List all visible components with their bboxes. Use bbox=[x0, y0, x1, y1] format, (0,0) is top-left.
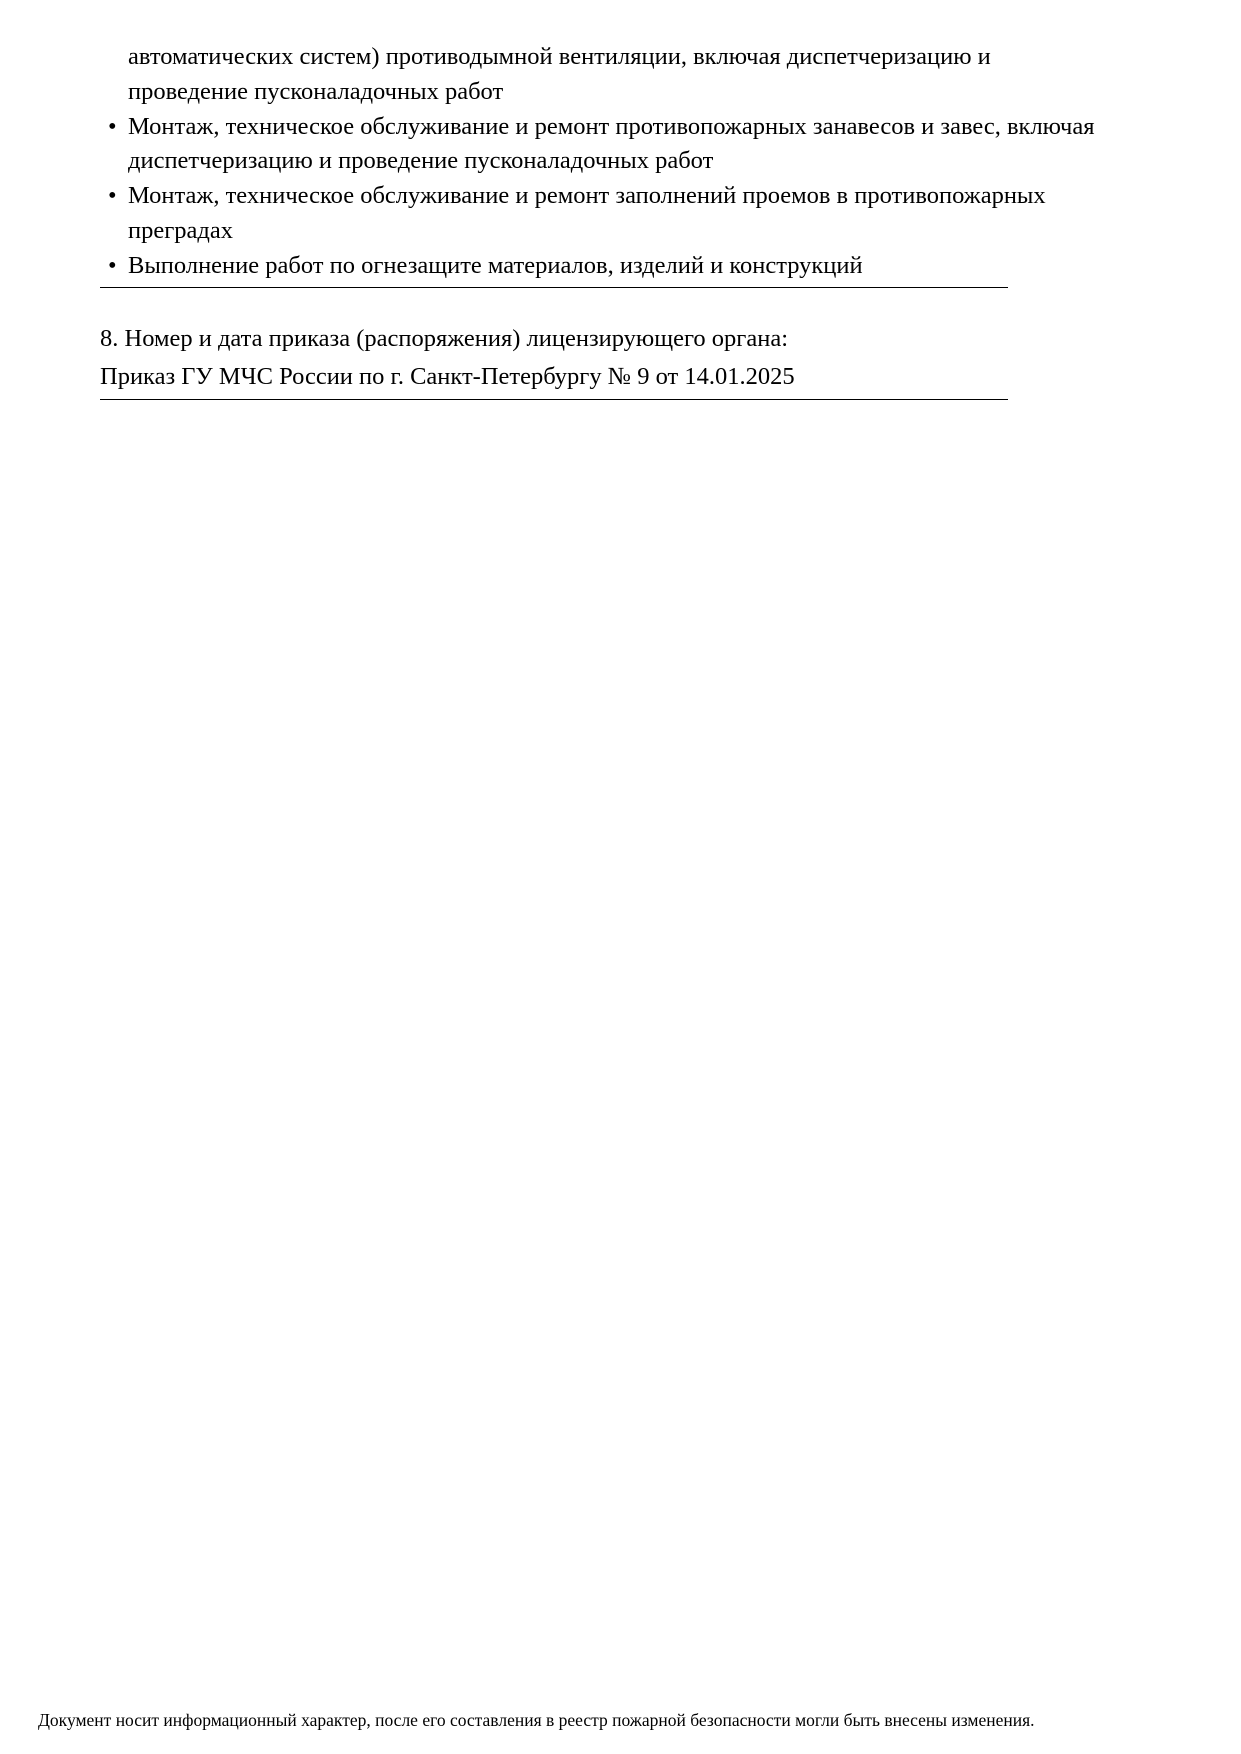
bullet-icon: • bbox=[108, 182, 117, 210]
list-item-label: Выполнение работ по огнезащите материалов, изделий и конструкций bbox=[128, 251, 863, 279]
license-works-list bbox=[100, 110, 1110, 284]
list-item bbox=[100, 249, 1110, 284]
bullet-icon: • bbox=[108, 251, 117, 279]
list-item-label: Монтаж, техническое обслуживание и ремонт заполнений проемов в противопожарных преградах bbox=[128, 182, 1046, 244]
document-body bbox=[100, 40, 1110, 400]
footer-disclaimer: Документ носит информационный характер, после его составления в реестр пожарной безопасности могли быть внесены изменения. bbox=[38, 1710, 1035, 1731]
section-divider bbox=[100, 399, 1008, 400]
bullet-continuation-text: автоматических систем) противодымной вентиляции, включая диспетчеризацию и проведение пусконаладочных работ bbox=[128, 43, 991, 105]
list-item-label: Монтаж, техническое обслуживание и ремонт противопожарных занавесов и завес, включая диспетчеризацию и проведение пусконаладочных работ bbox=[128, 112, 1095, 175]
list-item bbox=[100, 110, 1110, 180]
section-divider bbox=[100, 287, 1008, 288]
section-order-number-and-date bbox=[100, 322, 1110, 400]
bullet-icon: • bbox=[108, 112, 117, 140]
list-item bbox=[100, 179, 1110, 249]
section-label: 8. Номер и дата приказа (распоряжения) лицензирующего органа: bbox=[100, 325, 788, 353]
section-value: Приказ ГУ МЧС России по г. Санкт-Петербургу № 9 от 14.01.2025 bbox=[100, 363, 795, 391]
